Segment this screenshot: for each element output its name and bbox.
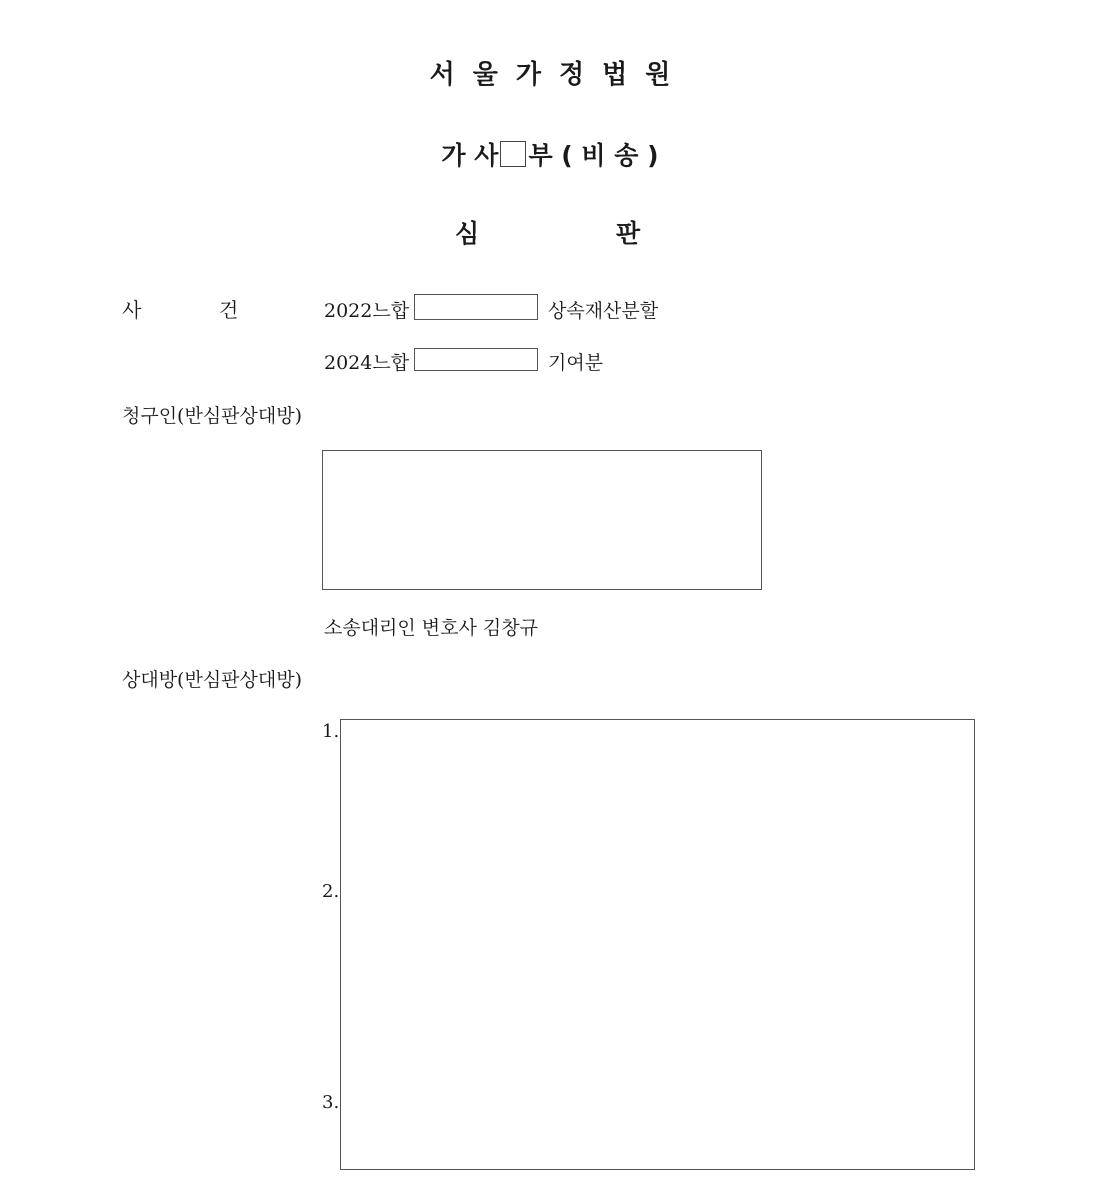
redacted-respondent-info [340,719,975,1170]
respondent-item-2: 2. [322,881,340,902]
court-name: 서울가정법원 [429,60,689,90]
case-name-2: 기여분 [548,352,604,374]
redacted-case-number-1 [414,294,538,320]
respondent-item-3: 3. [322,1092,340,1113]
claimant-representative: 소송대리인 변호사 김창규 [324,617,538,639]
claimant-label: 청구인(반심판상대방) [122,405,303,427]
respondent-item-1: 1. [322,721,340,742]
case-label-left: 사 [122,298,142,322]
case-number-1-prefix: 2022느합 [324,300,410,322]
division-prefix: 가 사 [441,141,499,170]
case-name-1: 상속재산분할 [548,300,659,322]
division-name [0,136,1100,172]
document-title-left: 심 [455,219,480,248]
respondent-label: 상대방(반심판상대방) [122,669,303,691]
case-number-2-prefix: 2024느합 [324,352,410,374]
redacted-division-number [500,141,526,167]
redacted-case-number-2 [414,348,538,371]
division-suffix: 부 ( 비 송 ) [528,141,659,170]
case-label-right: 건 [219,298,239,322]
redacted-claimant-info [322,450,762,590]
document-title-right: 판 [616,219,641,248]
